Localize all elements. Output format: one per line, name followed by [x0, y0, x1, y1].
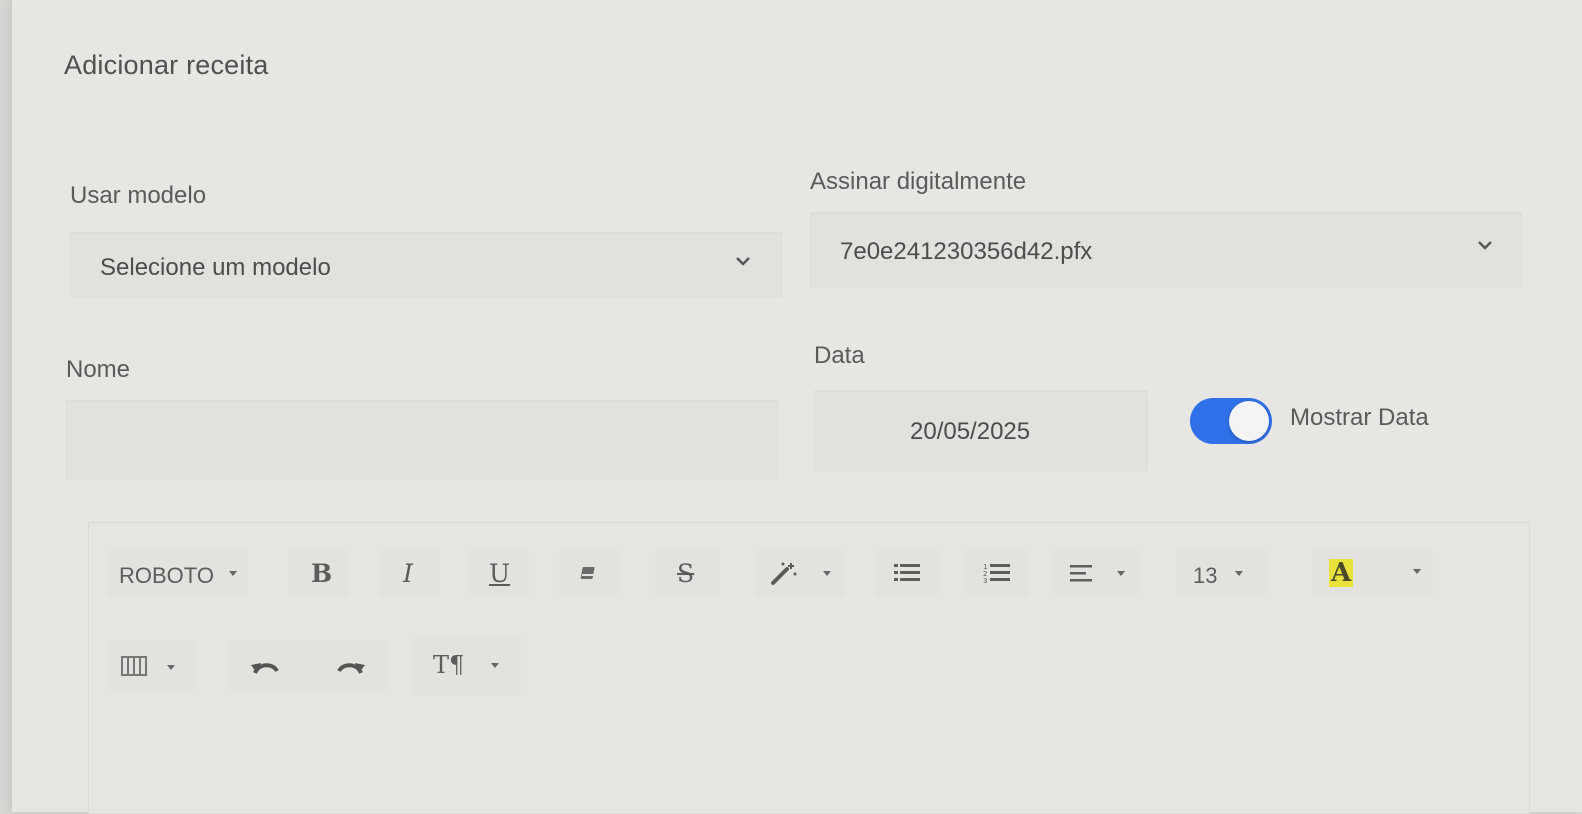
- signature-select[interactable]: [810, 212, 1522, 288]
- unordered-list-button[interactable]: [875, 549, 939, 597]
- show-date-toggle[interactable]: [1190, 398, 1272, 444]
- align-left-icon: [1069, 563, 1095, 583]
- add-prescription-card: [12, 0, 1582, 812]
- chevron-down-icon: [734, 252, 752, 270]
- strikethrough-button[interactable]: [655, 549, 719, 597]
- date-label: Data: [814, 342, 865, 369]
- align-dropdown[interactable]: [1053, 549, 1139, 597]
- eraser-icon: [579, 565, 599, 583]
- history-group: [229, 641, 389, 691]
- italic-button[interactable]: [379, 549, 439, 597]
- caret-down-icon: [1117, 571, 1125, 576]
- caret-down-icon: [1413, 569, 1421, 574]
- undo-icon[interactable]: [249, 657, 283, 677]
- template-label: Usar modelo: [70, 182, 207, 209]
- name-input[interactable]: [66, 400, 778, 480]
- paragraph-style-icon: T¶: [433, 651, 465, 679]
- page-title: Adicionar receita: [64, 50, 269, 80]
- italic-icon: I: [403, 559, 413, 588]
- caret-down-icon: [823, 571, 831, 576]
- editor-content-area[interactable]: [89, 713, 1529, 813]
- table-icon: [121, 655, 147, 677]
- svg-text:2: 2: [983, 570, 988, 578]
- rich-text-editor[interactable]: [88, 522, 1530, 814]
- font-size-value: 13: [1193, 563, 1218, 588]
- bold-button[interactable]: [289, 549, 349, 597]
- bold-icon: B: [311, 559, 333, 588]
- bullet-list-icon: [893, 561, 921, 585]
- signature-select-value: 7e0e241230356d42.pfx: [840, 238, 1093, 265]
- magic-wand-dropdown[interactable]: [755, 549, 845, 597]
- caret-down-icon: [167, 665, 175, 670]
- table-dropdown[interactable]: [107, 641, 197, 691]
- caret-down-icon: [1235, 571, 1243, 576]
- underline-icon: U: [489, 559, 511, 588]
- font-size-dropdown[interactable]: [1177, 549, 1267, 597]
- text-color-dropdown[interactable]: [1313, 549, 1433, 597]
- template-select-value: Selecione um modelo: [100, 254, 331, 281]
- paragraph-style-dropdown[interactable]: [413, 635, 521, 695]
- redo-icon[interactable]: [333, 657, 367, 677]
- chevron-down-icon: [1476, 236, 1494, 254]
- svg-text:3: 3: [983, 577, 988, 585]
- numbered-list-icon: [983, 561, 1011, 585]
- strikethrough-icon: S: [677, 559, 695, 588]
- ordered-list-button[interactable]: [965, 549, 1029, 597]
- show-date-label: Mostrar Data: [1290, 404, 1429, 431]
- svg-text:1: 1: [983, 563, 988, 571]
- date-input[interactable]: [814, 390, 1148, 472]
- date-input-value: 20/05/2025: [910, 418, 1031, 445]
- underline-button[interactable]: [469, 549, 529, 597]
- signature-label: Assinar digitalmente: [810, 168, 1027, 195]
- font-family-value: ROBOTO: [119, 563, 214, 588]
- template-select[interactable]: [70, 232, 782, 298]
- caret-down-icon: [229, 571, 237, 576]
- toggle-knob: [1229, 401, 1269, 441]
- caret-down-icon: [491, 663, 499, 668]
- font-family-dropdown[interactable]: [107, 549, 247, 597]
- text-color-icon: A: [1331, 558, 1352, 588]
- clear-format-button[interactable]: [559, 549, 619, 597]
- name-label: Nome: [66, 356, 131, 383]
- magic-wand-icon: [769, 561, 799, 587]
